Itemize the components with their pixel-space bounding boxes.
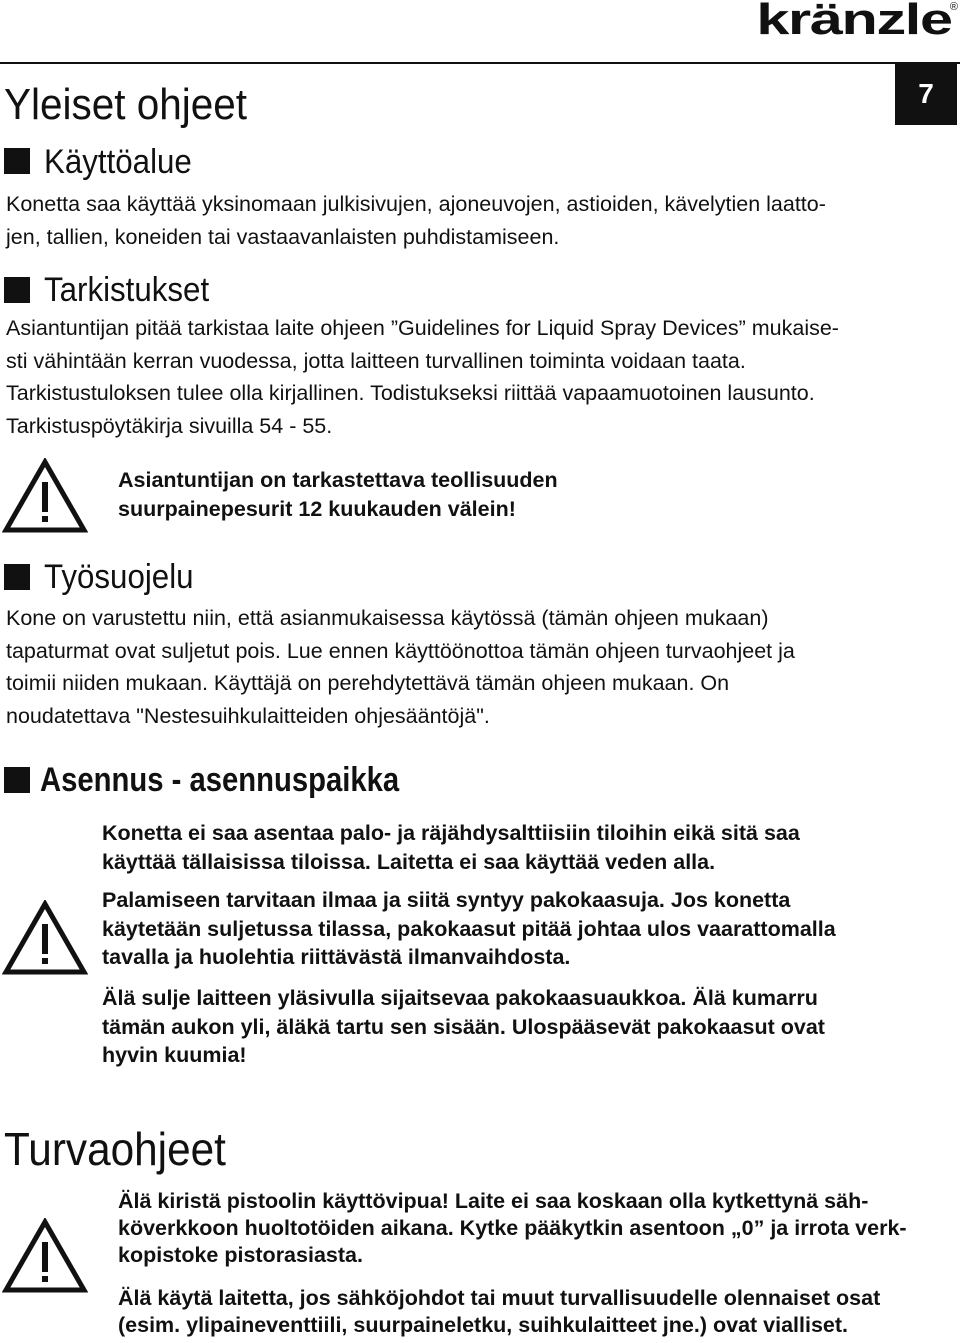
warning-line: tämän aukon yli, äläkä tartu sen sisään. Ulospääsevät pakokaasut ovat [102,1014,825,1039]
heading-installation: Asennus - asennuspaikka [40,761,400,799]
registered-mark: ® [949,1,958,13]
section-title-general: Yleiset ohjeet [4,80,248,129]
warning-line: Asiantuntijan on tarkastettava teollisuuden [118,468,558,492]
text-line: Konetta saa käyttää yksinomaan julkisivujen, ajoneuvojen, astioiden, kävelytien laatto- [6,192,826,216]
heading-scope: Käyttöalue [44,143,192,181]
inspections-text [6,312,946,443]
warning-line: Älä kiristä pistoolin käyttövipua! Laite ei saa koskaan olla kytkettynä säh- [118,1189,869,1213]
heading-inspections: Tarkistukset [44,271,210,309]
warning-line: (esim. ylipaineventtiili, suurpaineletku, suihkulaitteet jne.) ovat vialliset. [118,1313,849,1337]
text-line: jen, tallien, koneiden tai vastaavanlaisten puhdistamiseen. [6,224,560,249]
text-line: Tarkistuspöytäkirja sivuilla 54 - 55. [6,414,333,439]
warning-triangle-icon [2,1218,88,1294]
warning-line: kopistoke pistorasiasta. [118,1243,363,1267]
text-line: noudatettava "Nestesuihkulaitteiden ohjesääntöjä". [6,704,490,729]
warning-line: köverkkoon huoltotöiden aikana. Kytke pääkytkin asentoon „0” ja irrota verk- [118,1216,907,1240]
warning-line: Konetta ei saa asentaa palo- ja räjähdysalttiisiin tiloihin eikä sitä saa [102,821,800,845]
heading-safety-at-work: Työsuojelu [44,558,194,596]
warning-line: Älä käytä laitetta, jos sähköjohdot tai muut turvallisuudelle olennaiset osat [118,1286,881,1310]
warning-triangle-icon [2,458,88,534]
warning-line: käytetään suljetussa tilassa, pakokaasut pitää johtaa ulos vaarattomalla [102,916,836,941]
scope-text [6,188,946,253]
safety-warning-1 [118,1188,948,1269]
warning-line: Älä sulje laitteen yläsivulla sijaitsevaa pakokaasuaukkoa. Älä kumarru [102,986,818,1010]
text-line: Tarkistustuloksen tulee olla kirjallinen. Todistukseksi riittää vapaamuotoinen lausunto. [6,381,815,406]
heading-bullet [4,564,30,590]
safety-at-work-text [6,602,946,733]
warning-line: suurpainepesurit 12 kuukauden välein! [118,496,516,521]
warning-line: hyvin kuumia! [102,1043,247,1067]
text-line: tapaturmat ovat suljetut pois. Lue ennen käyttöönottoa tämän ohjeen turvaohjeet ja [6,638,795,663]
text-line: Asiantuntijan pitää tarkistaa laite ohjeen ”Guidelines for Liquid Spray Devices” mukaise- [6,316,839,340]
text-line: toimii niiden mukaan. Käyttäjä on perehdytettävä tämän ohjeen mukaan. On [6,671,730,696]
text-line: Kone on varustettu niin, että asianmukaisessa käytössä (tämän ohjeen mukaan) [6,606,769,630]
page-number: 7 [895,63,957,125]
warning-triangle-icon [2,900,88,976]
section-title-safety: Turvaohjeet [4,1123,226,1175]
warning-line: Palamiseen tarvitaan ilmaa ja siitä syntyy pakokaasuja. Jos konetta [102,888,791,912]
text-line: sti vähintään kerran vuodessa, jotta laitteen turvallinen toiminta voidaan taata. [6,348,746,373]
inspection-warning [118,466,938,523]
header-rule [0,62,960,64]
heading-bullet [4,277,30,303]
brand-logo: kränzle [756,0,952,44]
installation-warning-2 [102,886,942,972]
safety-warning-2 [118,1285,948,1339]
warning-line: tavalla ja huolehtia riittävästä ilmanvaihdosta. [102,945,571,969]
installation-warning-3 [102,984,942,1070]
installation-warning-1 [102,819,942,876]
heading-bullet [4,767,30,793]
heading-bullet [4,148,30,174]
warning-line: käyttää tällaisissa tiloissa. Laitetta ei saa käyttää veden alla. [102,849,716,874]
